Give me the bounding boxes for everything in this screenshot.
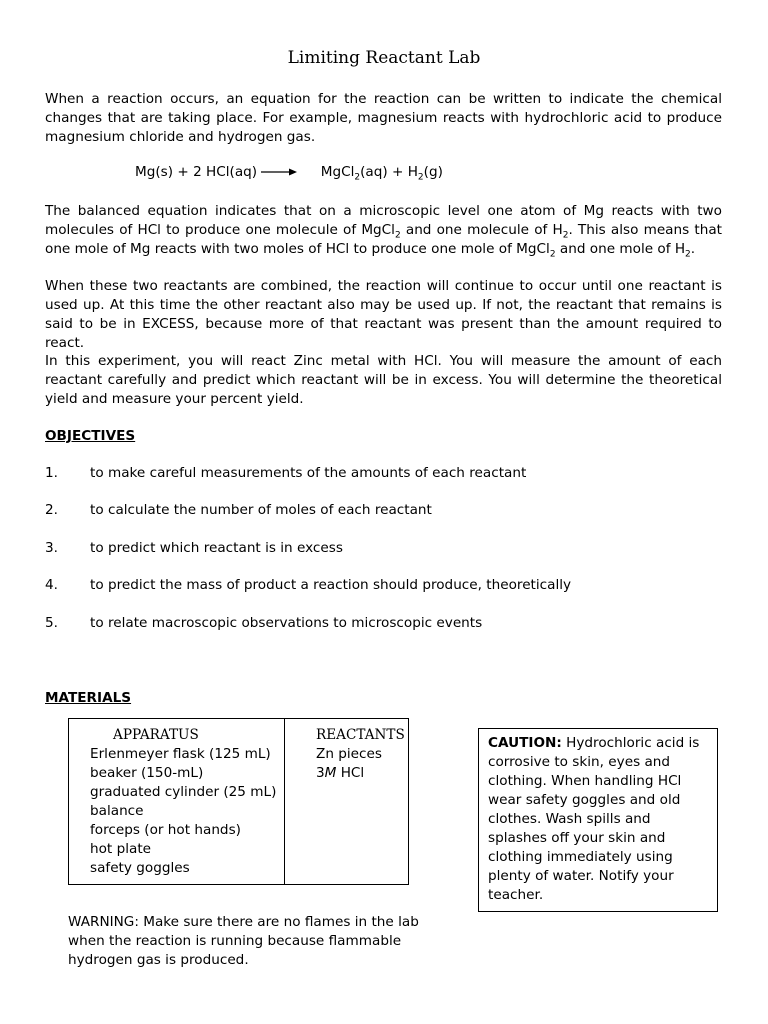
materials-table [68,718,409,885]
objective-text: to relate macroscopic observations to microscopic events [90,615,483,631]
page-title: Limiting Reactant Lab [287,48,481,68]
apparatus-item: graduated cylinder (25 mL) [90,784,277,800]
reactant-item [316,764,382,783]
para2-sub-4: 2 [685,249,691,260]
caution-label: CAUTION: [488,735,562,751]
para2-text-d: and one mole of H [555,241,686,257]
para2-text-b: and one molecule of H [400,222,563,238]
experiment-paragraph: In this experiment, you will react Zinc metal with HCl. You will measure the amount of each reactant carefully and predict which reactant will be in excess. You will determine the theoretical yield and measure your percent yield. [45,353,722,407]
para2-text-a: The balanced equation indicates that on a microscopic level one atom of Mg reacts with two molecules of HCl to produce one molecule of MgCl [45,203,722,238]
reactants-heading: REACTANTS [316,727,405,743]
reactants-list [316,745,382,783]
apparatus-item: balance [90,803,144,819]
objective-text: to predict the mass of product a reaction should produce, theoretically [90,577,572,593]
reactant-item: Zn pieces [316,746,382,762]
reactant-name: HCl [336,765,365,781]
balanced-equation-paragraph [45,202,722,259]
objectives-heading: OBJECTIVES [45,428,136,444]
objective-text: to calculate the number of moles of each reactant [90,502,432,518]
para2-sub-1: 2 [394,230,401,241]
apparatus-item: forceps (or hot hands) [90,822,241,838]
caution-box [478,728,718,912]
para2-sub-2: 2 [562,230,569,241]
apparatus-item: hot plate [90,841,152,857]
chemical-equation [135,164,443,183]
reactant-concentration: 3 [316,765,325,781]
equation-product-1: MgCl [320,164,355,180]
para2-text-e: . [690,241,696,257]
para2-sub-3: 2 [549,249,556,260]
caution-text: Hydrochloric acid is corrosive to skin, eyes and clothing. When handling HCl wear safety goggles and old clothes. Wash spills and splashes off your skin and clothing immediately using plenty of water. Notify your teacher. [488,735,700,903]
warning-note: WARNING: Make sure there are no flames in the lab when the reaction is running because flammable hydrogen gas is produced. [68,914,419,968]
equation-sub-1: 2 [354,172,361,183]
objective-number: 4. [45,577,58,593]
para2-text-c: . This also means that one mole of Mg reacts with two moles of HCl to produce one mole of MgCl [45,222,722,257]
objective-number: 3. [45,540,58,556]
equation-product-2: (aq) + H [360,164,418,180]
equation-product-2-state: (g) [423,164,443,180]
equation-reactants: Mg(s) + 2 HCl(aq) [135,164,258,180]
apparatus-item: safety goggles [90,860,190,876]
objective-text: to predict which reactant is in excess [90,540,343,556]
objective-number: 5. [45,615,58,631]
objective-number: 1. [45,465,58,481]
materials-heading: MATERIALS [45,690,132,706]
objective-text: to make careful measurements of the amounts of each reactant [90,465,527,481]
apparatus-item: Erlenmeyer flask (125 mL) [90,746,271,762]
objective-number: 2. [45,502,58,518]
intro-paragraph: When a reaction occurs, an equation for the reaction can be written to indicate the chemical changes that are taking place. For example, magnesium reacts with hydrochloric acid to produce magnesium chloride and hydrogen gas. [45,91,722,145]
apparatus-heading: APPARATUS [113,727,199,743]
excess-paragraph: When these two reactants are combined, the reaction will continue to occur until one reactant is used up. At this time the other reactant also may be used up. If not, the reactant that remains is said to be in EXCESS, because more of that reactant was present than the amount required to react. [45,278,722,351]
reaction-arrow-icon [261,167,297,177]
apparatus-list [90,745,276,878]
equation-sub-2: 2 [417,172,424,183]
molarity-unit: M [324,765,337,781]
table-divider [284,719,285,884]
apparatus-item: beaker (150-mL) [90,765,204,781]
